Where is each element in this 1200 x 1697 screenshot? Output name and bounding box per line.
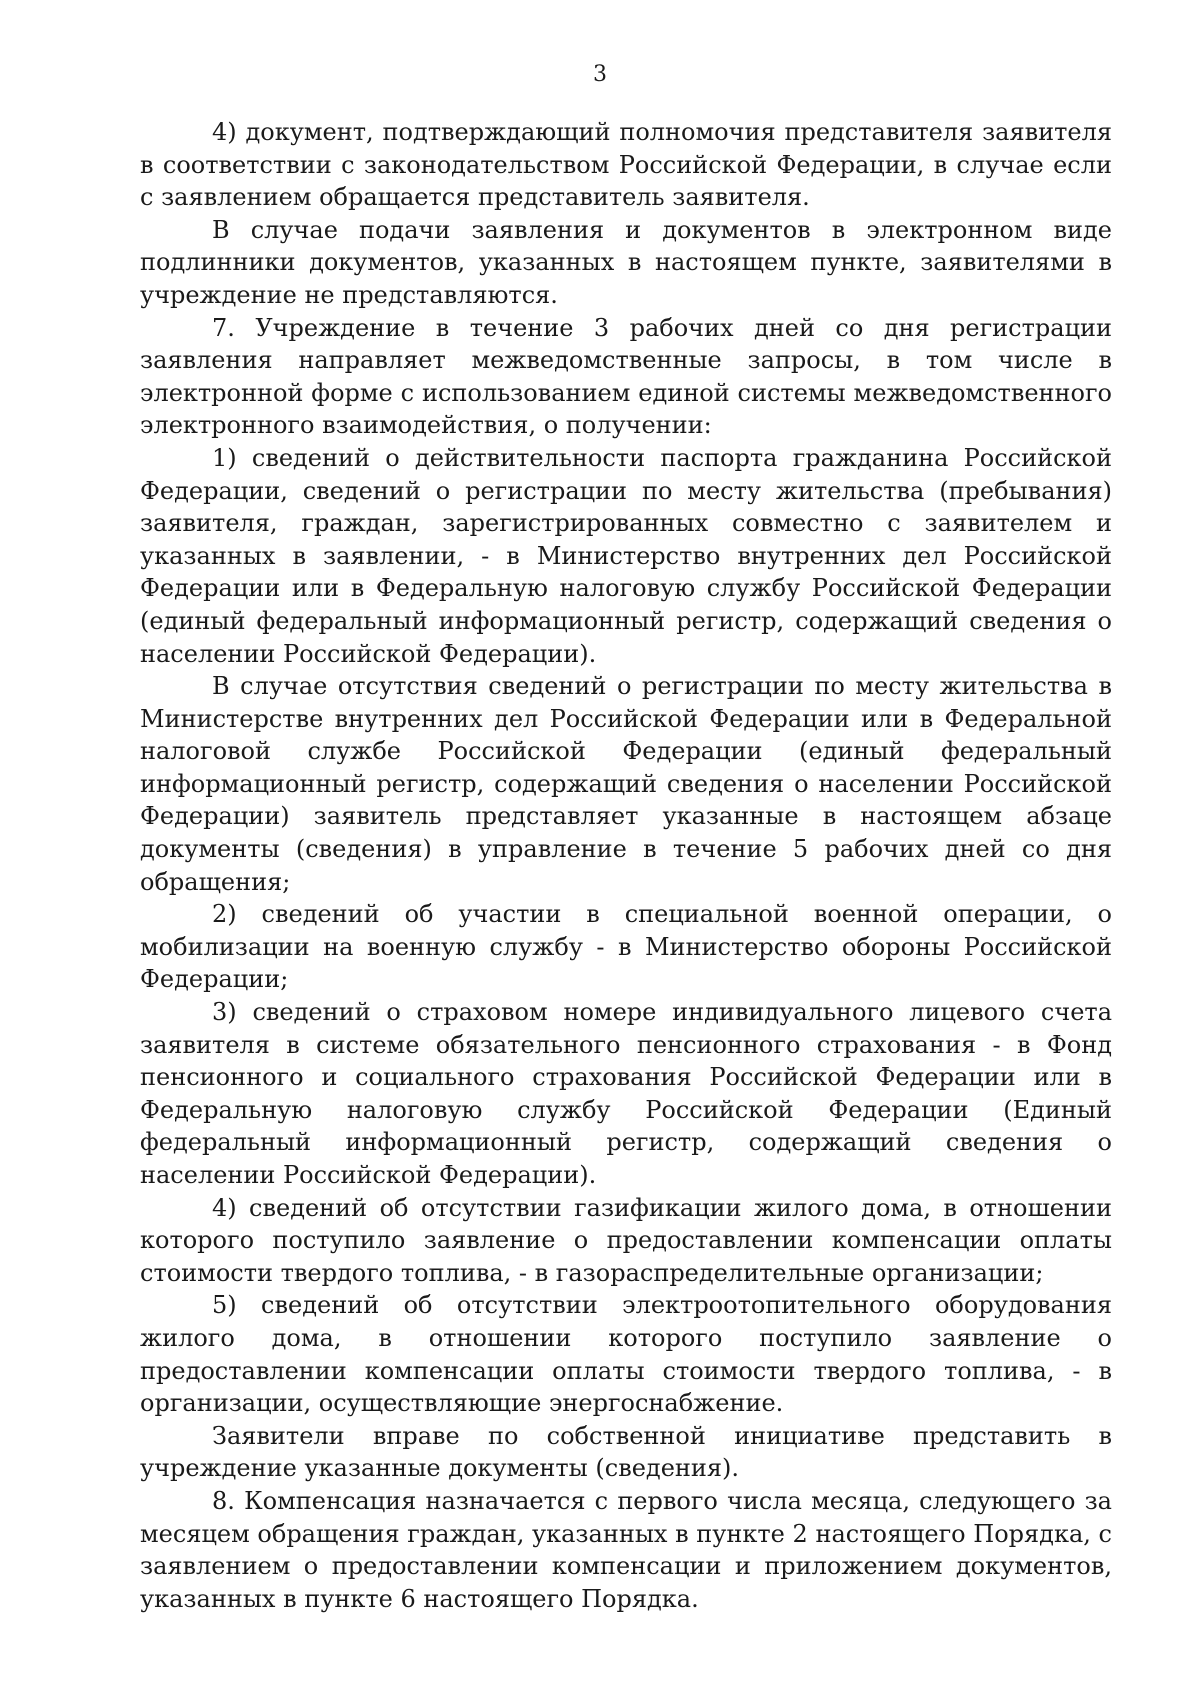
paragraph-representative-document: 4) документ, подтверждающий полномочия представителя заявителя в соответствии с законодательством Российской Федерации, в случае если с заявлением обращается представитель заявителя. [140, 118, 1112, 212]
paragraph-request-military-operation: 2) сведений об участии в специальной военной операции, о мобилизации на военную службу - в Министерство обороны Российской Федерации; [140, 900, 1112, 994]
paragraph-request-insurance-number: 3) сведений о страховом номере индивидуального лицевого счета заявителя в системе обязательного пенсионного страхования - в Фонд пенсионного и социального страхования Российской Федерации или в Федеральную налоговую службу Российской Федерации (Единый федеральный информационный регистр, содержащий сведения о населении Российской Федерации). [140, 998, 1112, 1189]
paragraph-request-gasification: 4) сведений об отсутствии газификации жилого дома, в отношении которого поступило заявление о предоставлении компенсации оплаты стоимости твердого топлива, - в газораспределительные организации; [140, 1193, 1112, 1287]
paragraph-missing-registration: В случае отсутствия сведений о регистрации по месту жительства в Министерстве внутренних дел Российской Федерации или в Федеральной налоговой службе Российской Федерации (единый федеральный информационный регистр, содержащий сведения о населении Российской Федерации) заявитель представляет указанные в настоящем абзаце документы (сведения) в управление в течение 5 рабочих дней со дня обращения; [140, 672, 1112, 896]
paragraph-item-7-requests: 7. Учреждение в течение 3 рабочих дней со дня регистрации заявления направляет межведомственные запросы, в том числе в электронной форме с использованием единой системы межведомственного электронного взаимодействия, о получении: [140, 313, 1112, 440]
document-body [140, 116, 1112, 1615]
paragraph-request-electric-heating: 5) сведений об отсутствии электроотопительного оборудования жилого дома, в отношении которого поступило заявление о предоставлении компенсации оплаты стоимости твердого топлива, - в организации, осуществляющие энергоснабжение. [140, 1291, 1112, 1418]
paragraph-item-8-compensation: 8. Компенсация назначается с первого числа месяца, следующего за месяцем обращения граждан, указанных в пункте 2 настоящего Порядка, с заявлением о предоставлении компенсации и приложением документов, указанных в пункте 6 настоящего Порядка. [140, 1486, 1112, 1613]
page-number: 3 [593, 62, 607, 87]
paragraph-own-initiative: Заявители вправе по собственной инициативе представить в учреждение указанные документы (сведения). [140, 1421, 1112, 1483]
paragraph-electronic-submission: В случае подачи заявления и документов в электронном виде подлинники документов, указанных в настоящем пункте, заявителями в учреждение не представляются. [140, 215, 1112, 309]
paragraph-request-passport-registration: 1) сведений о действительности паспорта гражданина Российской Федерации, сведений о регистрации по месту жительства (пребывания) заявителя, граждан, зарегистрированных совместно с заявителем и указанных в заявлении, - в Министерство внутренних дел Российской Федерации или в Федеральную налоговую службу Российской Федерации (единый федеральный информационный регистр, содержащий сведения о населении Российской Федерации). [140, 443, 1112, 668]
